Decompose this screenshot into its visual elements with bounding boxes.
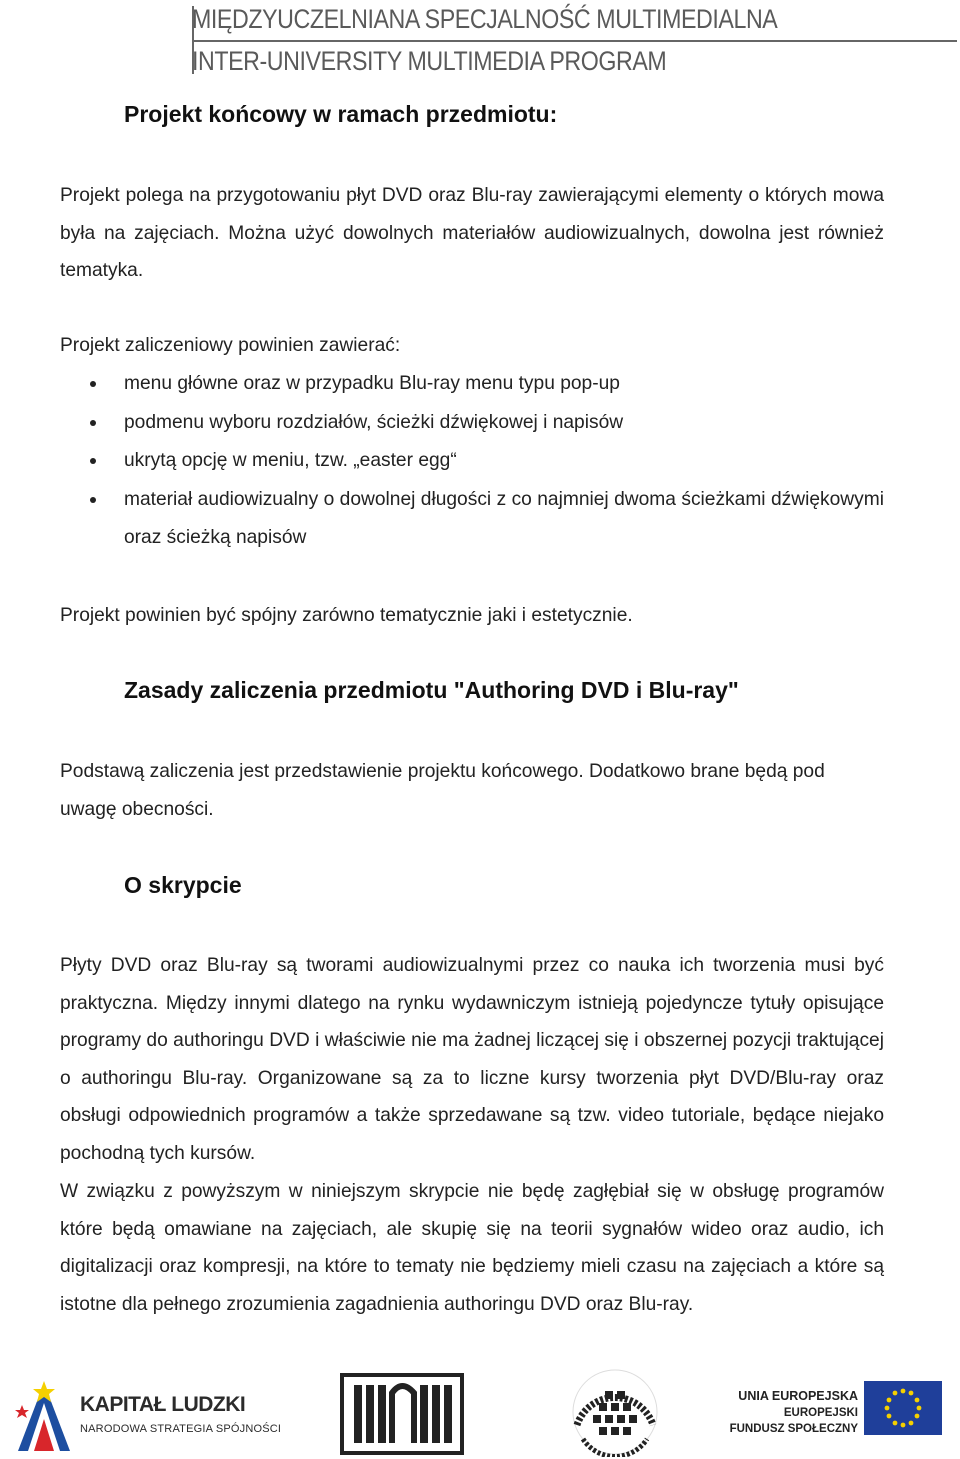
academy-of-fine-arts-logo — [565, 1367, 665, 1457]
kapital-ludzki-icon — [14, 1373, 74, 1453]
about-paragraph-2: W związku z powyższym w niniejszym skrypcie nie będę zagłębiał się w obsługę programów które będą omawiane na zajęciach, ale skupię się na teorii sygnałów wideo oraz audio, ich digitalizacji oraz kompresji, na które to tematy nie będziemy mieli czasu na zajęciach a które są istotne dla pełnego zrozumienia zagadnienia authoringu DVD oraz Blu-ray. — [60, 1181, 884, 1315]
eu-line-1: UNIA EUROPEJSKA — [738, 1389, 858, 1403]
grading-description: Podstawą zaliczenia jest przedstawienie projektu końcowego. Dodatkowo brane będą pod uwagę obecności. — [60, 761, 825, 820]
kapital-ludzki-title: KAPITAŁ LUDZKI — [80, 1393, 246, 1416]
kapital-ludzki-logo — [14, 1373, 282, 1453]
project-closing-note: Projekt powinien być spójny zarówno tematycznie jaki i estetycznie. — [60, 605, 633, 626]
list-item: materiał audiowizualny o dowolnej długości z co najmniej dwoma ścieżkami dźwiękowymi oraz ścieżką napisów — [60, 481, 884, 558]
list-item: menu główne oraz w przypadku Blu-ray menu typu pop-up — [60, 365, 884, 404]
page-header — [0, 0, 960, 80]
bullet-icon — [90, 420, 96, 426]
header-divider-horizontal — [192, 40, 957, 42]
european-union-logo — [729, 1381, 956, 1451]
kapital-ludzki-subtitle: NARODOWA STRATEGIA SPÓJNOŚCI — [80, 1423, 282, 1435]
header-title-en: INTER-UNIVERSITY MULTIMEDIA PROGRAM — [192, 46, 667, 76]
eu-line-3: FUNDUSZ SPOŁECZNY — [729, 1423, 858, 1435]
bullet-icon — [90, 381, 96, 387]
list-item: podmenu wyboru rozdziałów, ścieżki dźwiękowej i napisów — [60, 404, 884, 443]
bullet-icon — [90, 497, 96, 503]
about-paragraph-1: Płyty DVD oraz Blu-ray są tworami audiowizualnymi przez co nauka ich tworzenia musi być praktyczna. Między innymi dlatego na rynku wydawniczym istnieją pojedyncze tytuły opisujące programy do authoringu DVD i właściwie nie ma żadnej liczącej się i obszernej pozycji traktującej o authoringu Blu-ray. Organizowane są za to liczne kursy tworzenia płyt DVD/Blu-ray oraz obsługi odpowiednich programów a także sprzedawane są tzw. video tutoriale, będące niejako pochodną tych kursów. — [60, 955, 884, 1164]
eu-line-2: EUROPEJSKI — [783, 1407, 858, 1419]
eu-flag-icon — [864, 1381, 942, 1435]
project-description: Projekt polega na przygotowaniu płyt DVD oraz Blu-ray zawierającymi elementy o których mowa była na zajęciach. Można użyć dowolnych materiałów audiowizualnych, dowolna jest również tematyka. — [60, 185, 884, 281]
header-title-pl: MIĘDZYUCZELNIANA SPECJALNOŚĆ MULTIMEDIALNA — [192, 4, 778, 34]
project-requirements-intro: Projekt zaliczeniowy powinien zawierać: — [60, 335, 401, 356]
section-heading-grading: Zasady zaliczenia przedmiotu "Authoring DVD i Blu-ray" — [124, 677, 739, 703]
bullet-icon — [90, 458, 96, 464]
requirements-list — [60, 365, 884, 558]
section-heading-about: O skrypcie — [124, 872, 242, 898]
university-emblem-icon — [340, 1373, 464, 1455]
list-item: ukrytą opcję w meniu, tzw. „easter egg“ — [60, 442, 884, 481]
section-heading-project: Projekt końcowy w ramach przedmiotu: — [124, 101, 558, 127]
page-footer — [0, 1365, 960, 1459]
